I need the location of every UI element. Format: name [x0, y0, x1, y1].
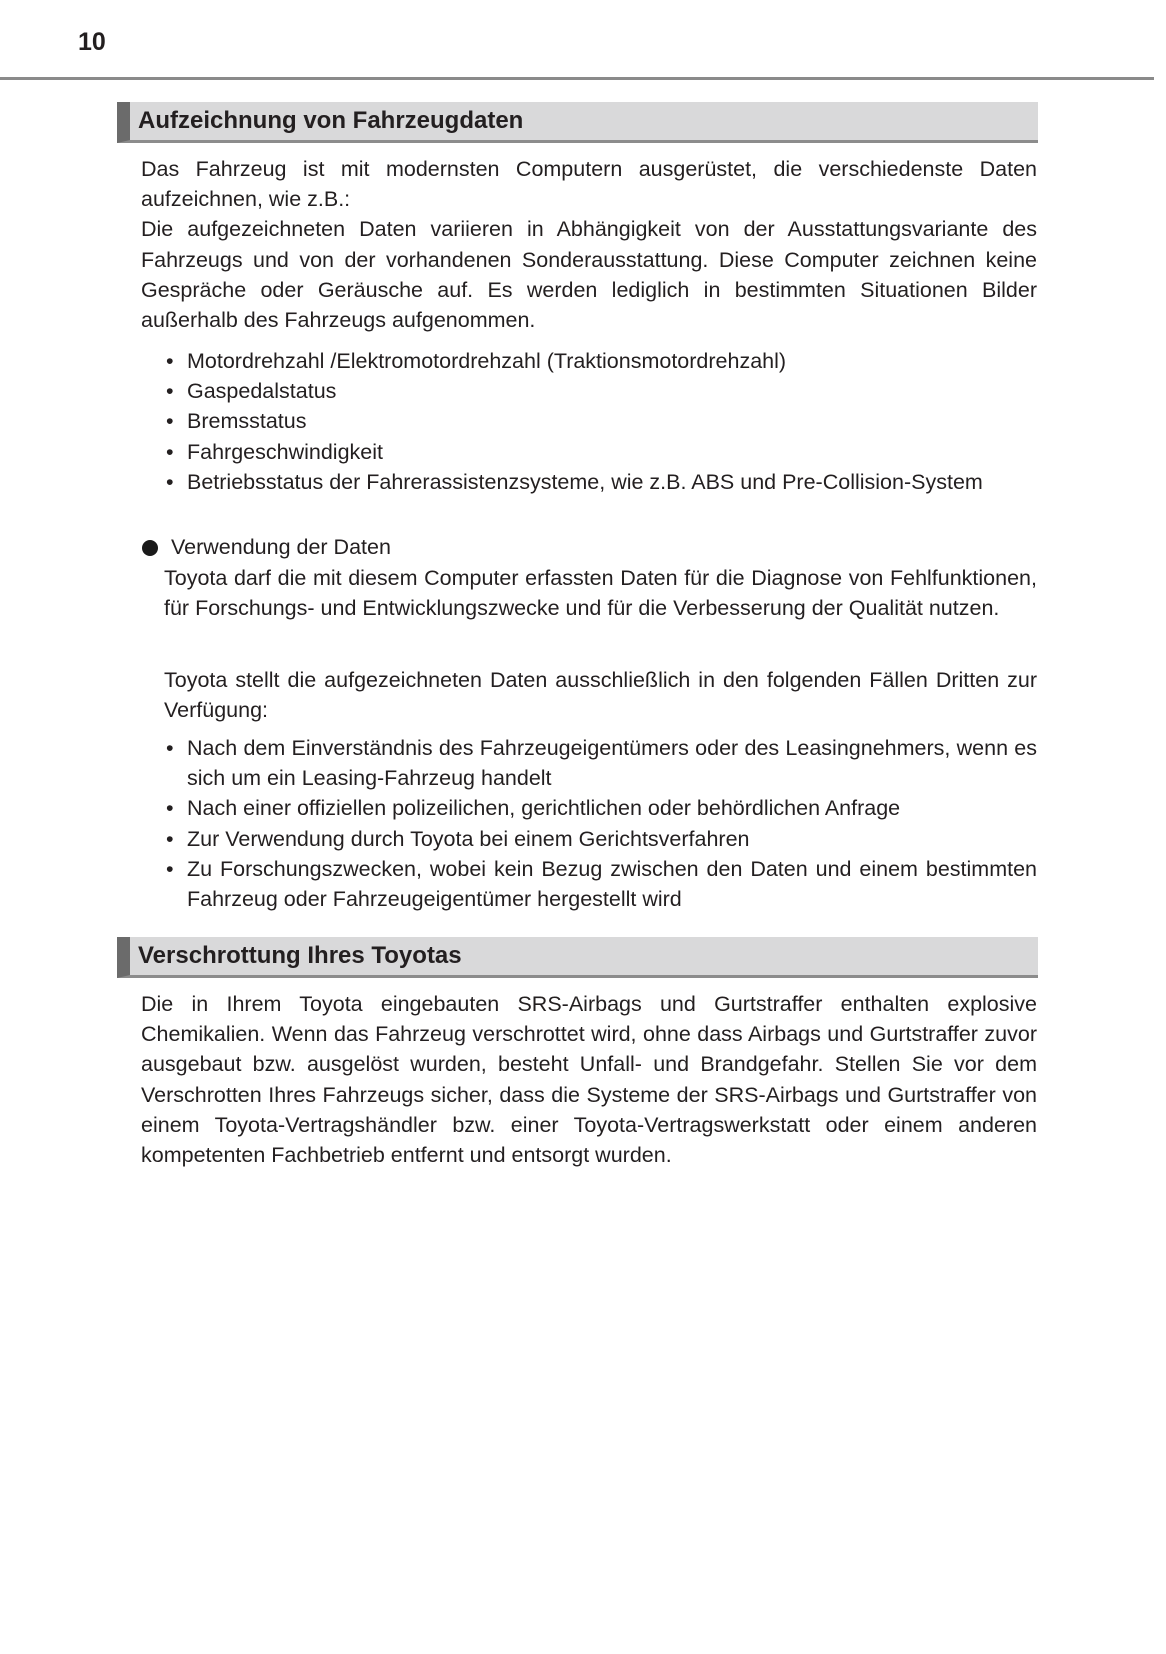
list-item: • Bremsstatus	[163, 406, 1037, 436]
disclosure-cases-list	[163, 733, 1037, 914]
intro-block	[141, 154, 1037, 335]
section-title: Aufzeichnung von Fahrzeugdaten	[138, 107, 524, 134]
page-number: 10	[78, 28, 106, 56]
list-item: • Nach dem Einverständnis des Fahrzeugeigentümers oder des Leasingnehmers, wenn es sich um ein Leasing-Fahrzeug handelt	[163, 733, 1037, 793]
usage-heading: Verwendung der Daten	[171, 535, 391, 559]
list-item: • Zur Verwendung durch Toyota bei einem Gerichtsverfahren	[163, 824, 1037, 854]
section-heading-scrapping	[117, 937, 1038, 978]
scrapping-paragraph: Die in Ihrem Toyota eingebauten SRS-Airbags und Gurtstraffer enthalten explosive Chemikalien. Wenn das Fahrzeug verschrottet wird, ohne dass Airbags und Gurtstraffer zuvor ausgebaut bzw. ausgelöst wurden, besteht Unfall- und Brandgefahr. Stellen Sie vor dem Verschrotten Ihres Fahrzeugs sicher, dass die Systeme der SRS-Airbags und Gurtstraffer von einem Toyota-Vertragshändler bzw. einer Toyota-Vertragswerkstatt oder einem anderen kompetenten Fachbetrieb entfernt und entsorgt wurden.	[141, 992, 1037, 1168]
scrapping-block	[141, 989, 1037, 1170]
list-item: • Betriebsstatus der Fahrerassistenzsysteme, wie z.B. ABS und Pre-Collision-System	[163, 467, 1037, 497]
header-divider	[0, 77, 1154, 80]
list-item: • Gaspedalstatus	[163, 376, 1037, 406]
intro-paragraph: Das Fahrzeug ist mit modernsten Computern ausgerüstet, die verschiedenste Daten aufzeichnen, wie z.B.:	[141, 157, 1037, 212]
recorded-data-list	[163, 346, 1037, 497]
section-heading-vehicle-data	[117, 102, 1038, 143]
data-variation-paragraph: Die aufgezeichneten Daten variieren in Abhängigkeit von der Ausstattungsvariante des Fahrzeugs und von der vorhandenen Sonderausstattung. Diese Computer zeichnen keine Gespräche oder Geräusche auf. Es werden lediglich in bestimmten Situationen Bilder außerhalb des Fahrzeugs aufgenommen.	[141, 217, 1037, 333]
list-item: • Nach einer offiziellen polizeilichen, gerichtlichen oder behördlichen Anfrage	[163, 793, 1037, 823]
usage-paragraph: Toyota darf die mit diesem Computer erfassten Daten für die Diagnose von Fehlfunktionen, für Forschungs- und Entwicklungszwecke und für die Verbesserung der Qualität nutzen.	[164, 566, 1037, 621]
bullet-dot-icon	[142, 540, 158, 556]
third-party-paragraph: Toyota stellt die aufgezeichneten Daten ausschließlich in den folgenden Fällen Dritten zur Verfügung:	[164, 668, 1037, 723]
list-item: • Motordrehzahl /Elektromotordrehzahl (Traktionsmotordrehzahl)	[163, 346, 1037, 376]
list-item: • Fahrgeschwindigkeit	[163, 437, 1037, 467]
usage-paragraph-2-block	[164, 665, 1037, 725]
list-item: • Zu Forschungszwecken, wobei kein Bezug zwischen den Daten und einem bestimmten Fahrzeug oder Fahrzeugeigentümer hergestellt wird	[163, 854, 1037, 914]
recorded-data-list-block	[163, 346, 1037, 497]
disclosure-cases-block	[163, 733, 1037, 914]
section-title: Verschrottung Ihres Toyotas	[138, 942, 462, 969]
usage-paragraph-1-block	[164, 563, 1037, 623]
